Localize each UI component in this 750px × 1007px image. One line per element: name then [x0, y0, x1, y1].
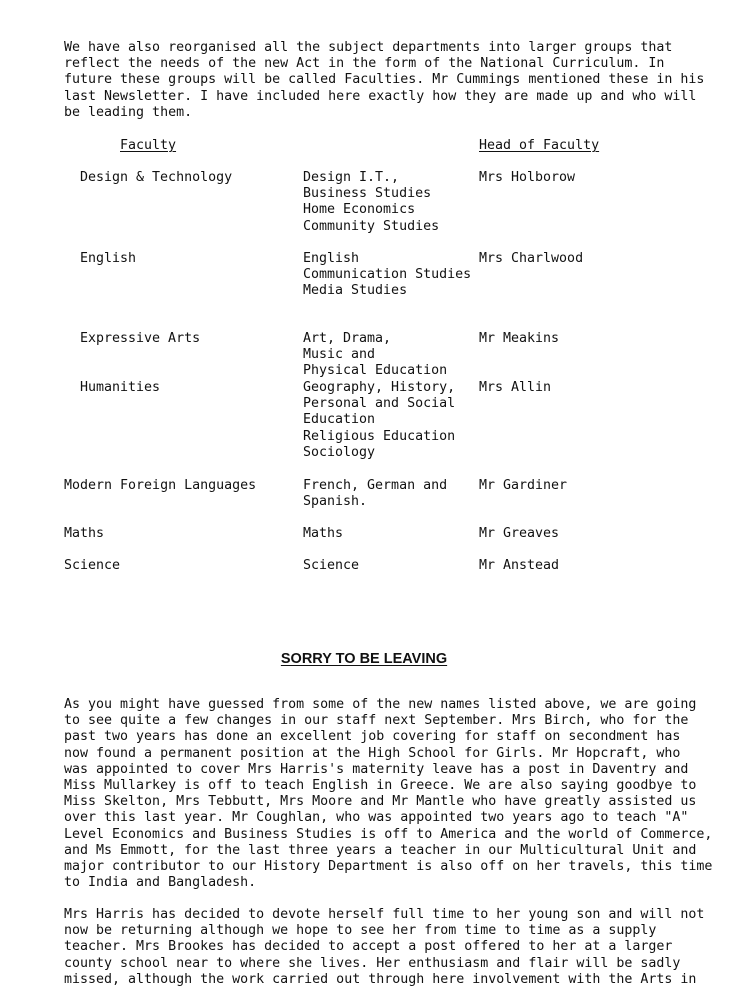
faculty-head: Mrs Charlwood — [479, 251, 584, 266]
faculty-subjects: Science — [303, 558, 360, 573]
faculty-head: Mr Gardiner — [479, 478, 568, 493]
faculty-name: Modern Foreign Languages — [64, 478, 257, 493]
head-of-faculty-column-header: Head of Faculty — [479, 138, 600, 153]
faculty-name: Expressive Arts — [80, 331, 201, 346]
faculty-subjects: French, German and Spanish. — [303, 478, 448, 510]
faculty-head: Mrs Holborow — [479, 170, 576, 185]
faculty-head: Mr Greaves — [479, 526, 560, 541]
faculty-subjects: Design I.T., Business Studies Home Economics Community Studies — [303, 170, 440, 234]
faculty-head: Mr Meakins — [479, 331, 560, 346]
faculty-subjects: Maths — [303, 526, 344, 541]
faculty-name: English — [80, 251, 137, 266]
faculty-subjects: English Communication Studies Media Studies — [303, 251, 472, 299]
faculty-head: Mr Anstead — [479, 558, 560, 573]
leaving-paragraph-1: As you might have guessed from some of the new names listed above, we are going to see quite a few changes in our staff next September. Mrs Birch, who for the past two years has done an excellent job covering for staff on secondment has now found a permanent position at the High School for Girls. Mr Hopcraft, who was appointed to cover Mrs Harris's maternity leave has a post in Daventry and Miss Mullarkey is off to teach English in Greece. We are also saying goodbye to Miss Skelton, Mrs Tebbutt, Mrs Moore and Mr Mantle who have greatly assisted us over this last year. Mr Coughlan, who was appointed two years ago to teach "A" Level Economics and Business Studies is off to America and the world of Commerce, and Ms Emmott, for the last three years a teacher in our Multicultural Unit and major contributor to our History Department is also off on her travels, this time to India and Bangladesh. — [64, 697, 713, 891]
faculty-name: Humanities — [80, 380, 161, 395]
section-title-sorry-to-be-leaving: SORRY TO BE LEAVING — [280, 651, 448, 667]
leaving-paragraph-2: Mrs Harris has decided to devote herself full time to her young son and will not now be returning although we hope to see her from time to time as a supply teacher. Mrs Brookes has decided to accept a post offered to her at a larger county school near to where she lives. Her enthusiasm and flair will be sadly missed, although the work carried out through here involvement with the Arts in — [64, 907, 705, 987]
faculty-name: Maths — [64, 526, 105, 541]
faculty-subjects: Geography, History, Personal and Social Education Religious Education Sociology — [303, 380, 456, 460]
intro-paragraph: We have also reorganised all the subject departments into larger groups that reflect the needs of the new Act in the form of the National Curriculum. In future these groups will be called Faculties. Mr Cummings mentioned these in his last Newsletter. I have included here exactly how they are made up and who will be leading them. — [64, 40, 705, 120]
faculty-head: Mrs Allin — [479, 380, 552, 395]
faculty-subjects: Art, Drama, Music and Physical Education — [303, 331, 448, 379]
faculty-name: Science — [64, 558, 121, 573]
faculty-column-header: Faculty — [120, 138, 177, 153]
faculty-name: Design & Technology — [80, 170, 233, 185]
